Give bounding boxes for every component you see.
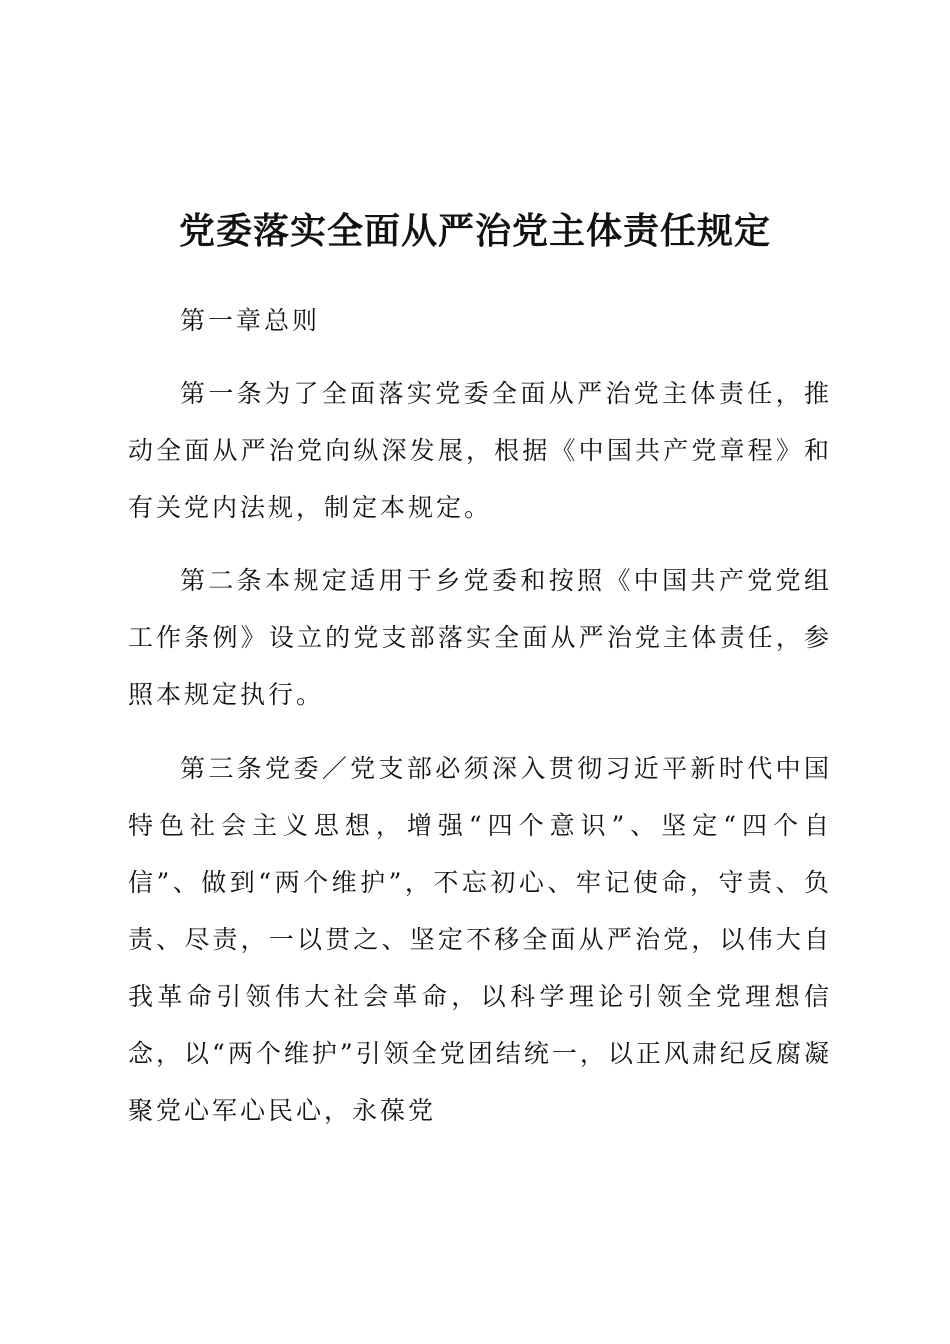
article-2-paragraph: 第二条本规定适用于乡党委和按照《中国共产党党组工作条例》设立的党支部落实全面从严治党主体责任，参照本规定执行。 bbox=[128, 566, 832, 709]
chapter-heading: 第一章总则 bbox=[180, 306, 321, 335]
document-title: 党委落实全面从严治党主体责任规定 bbox=[178, 210, 771, 252]
article-3-paragraph: 第三条党委／党支部必须深入贯彻习近平新时代中国特色社会主义思想，增强“四个意识”、坚定“四个自信”、做到“两个维护”，不忘初心、牢记使命，守责、负责、尽责，一以贯之、坚定不移全面从严治党，以伟大自我革命引领伟大社会革命，以科学理论引领全党理想信念，以“两个维护”引领全党团结统一，以正风肃纪反腐凝聚党心军心民心，永葆党 bbox=[128, 754, 832, 1125]
article-1-paragraph: 第一条为了全面落实党委全面从严治党主体责任，推动全面从严治党向纵深发展，根据《中国共产党章程》和有关党内法规，制定本规定。 bbox=[128, 379, 832, 522]
